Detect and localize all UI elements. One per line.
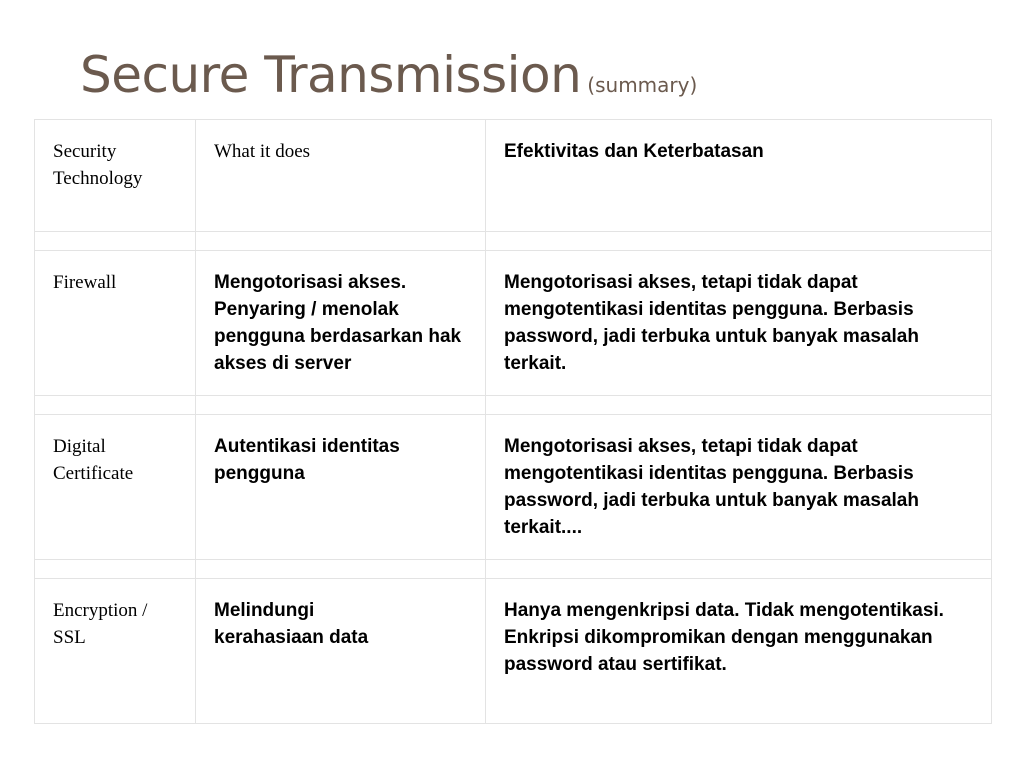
table-cell (486, 579, 992, 724)
table-row (35, 579, 992, 724)
table-cell (196, 251, 486, 396)
what-it-does-text: Mengotorisasi akses. Penyaring / menolak pengguna berdasarkan hak akses di server (214, 272, 462, 374)
effectiveness-text: Mengotorisasi akses, tetapi tidak dapat mengotentikasi identitas pengguna. Berbasis password, jadi terbuka untuk banyak masalah terkait.... (504, 436, 919, 538)
summary-table (34, 119, 992, 724)
table-cell (35, 251, 196, 396)
what-it-does-text: Autentikasi identitas pengguna (214, 436, 400, 484)
table-cell (35, 579, 196, 724)
spacer-row (35, 560, 992, 579)
technology-name: Encryption / SSL (53, 600, 148, 648)
table-cell (486, 415, 992, 560)
what-it-does-text: Melindungi kerahasiaan data (214, 600, 369, 648)
table-cell (196, 579, 486, 724)
header-what-it-does: What it does (214, 141, 311, 162)
table-cell (196, 415, 486, 560)
header-security-technology: Security Technology (53, 141, 143, 189)
effectiveness-text: Mengotorisasi akses, tetapi tidak dapat mengotentikasi identitas pengguna. Berbasis password, jadi terbuka untuk banyak masalah terkait. (504, 272, 919, 374)
header-cell (196, 120, 486, 232)
table-header-row (35, 120, 992, 232)
header-effectiveness: Efektivitas dan Keterbatasan (504, 141, 764, 162)
slide-title (80, 46, 698, 104)
effectiveness-text: Hanya mengenkripsi data. Tidak mengotentikasi. Enkripsi dikompromikan dengan menggunakan password atau sertifikat. (504, 600, 944, 675)
table-cell (35, 415, 196, 560)
slide-title-text: Secure Transmission (80, 46, 582, 104)
spacer-row (35, 232, 992, 251)
technology-name: Firewall (53, 272, 117, 293)
table-row (35, 415, 992, 560)
table-row (35, 251, 992, 396)
spacer-row (35, 396, 992, 415)
table-cell (486, 251, 992, 396)
header-cell (486, 120, 992, 232)
technology-name: Digital Certificate (53, 436, 134, 484)
header-cell (35, 120, 196, 232)
slide-subtitle: (summary) (587, 73, 698, 97)
